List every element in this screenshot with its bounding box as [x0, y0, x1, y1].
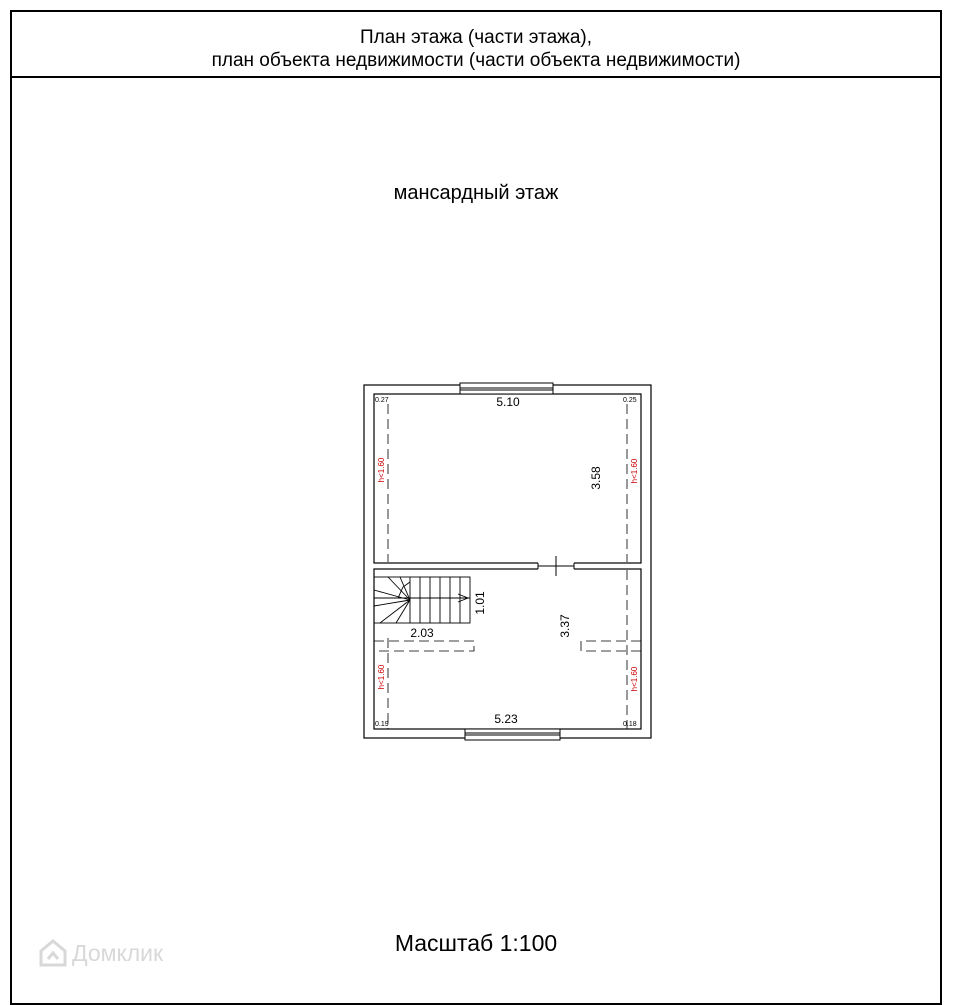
dim-stair-width: 2.03: [410, 626, 434, 640]
window-bottom: [465, 729, 560, 740]
dim-bottom-height: 3.37: [558, 614, 572, 638]
corner-tl: 0.27: [375, 397, 389, 404]
dim-top-width: 5.10: [496, 395, 520, 409]
height-limit-lines: [374, 404, 641, 729]
header-line-1: План этажа (части этажа),: [359, 27, 593, 48]
dim-top-height: 3.58: [589, 466, 603, 490]
dim-stair-depth: 1.01: [473, 591, 487, 615]
corner-br: 0.18: [623, 721, 637, 728]
header-line-2: план объекта недвижимости (части объекта недвижимости): [211, 50, 741, 71]
height-mark-tr: h<1.60: [630, 458, 639, 484]
scale-label: Масштаб 1:100: [394, 930, 558, 956]
corner-tr: 0.25: [623, 397, 637, 404]
dim-bottom-width: 5.23: [494, 712, 518, 726]
door-opening: [538, 556, 574, 576]
window-top: [460, 383, 553, 394]
height-mark-bl: h<1.60: [377, 664, 386, 690]
outer-wall: [364, 385, 651, 738]
staircase: [374, 577, 470, 623]
watermark-text: Домклик: [72, 939, 164, 966]
floor-name: мансардный этаж: [393, 182, 559, 204]
height-mark-tl: h<1.60: [377, 457, 386, 483]
lower-room: [374, 569, 641, 729]
corner-bl: 0.19: [375, 721, 389, 728]
height-mark-br: h<1.60: [630, 666, 639, 692]
